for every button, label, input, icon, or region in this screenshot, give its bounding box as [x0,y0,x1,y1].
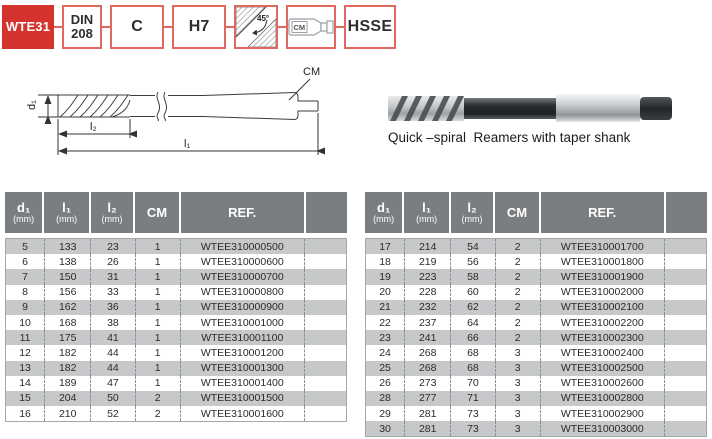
table-row [366,330,706,345]
value-cell: 1 [136,239,181,254]
product-caption: Quick –spiral Reamers with taper shank [388,130,631,145]
value-cell: 64 [451,315,495,330]
value-cell: 182 [45,361,91,376]
column-header-l2: l₂ (mm) [91,192,135,233]
material-badge [344,5,396,49]
table-header [365,192,707,233]
product-spec-strip [2,5,396,49]
value-cell: 3 [496,345,541,360]
value-cell: 19 [366,269,405,284]
value-cell: 7 [6,269,45,284]
ref-cell: WTEE310001300 [181,361,305,376]
value-cell: 13 [6,361,45,376]
value-cell [305,239,346,254]
table-row [366,391,706,406]
value-cell: 6 [6,254,45,269]
value-cell: 2 [136,391,181,406]
value-cell: 23 [91,239,135,254]
value-cell: 21 [366,300,405,315]
value-cell: 66 [451,330,495,345]
value-cell: 36 [91,300,135,315]
ref-cell: WTEE310002800 [541,391,665,406]
value-cell: 68 [451,345,495,360]
ref-cell: WTEE310000700 [181,269,305,284]
ref-cell: WTEE310000600 [181,254,305,269]
value-cell: 133 [45,239,91,254]
value-cell: 33 [91,285,135,300]
ref-cell: WTEE310002000 [541,285,665,300]
table-row [366,239,706,254]
value-cell: 56 [451,254,495,269]
size-table-left [5,192,347,422]
value-cell: 241 [405,330,451,345]
column-header-l2: l₂ (mm) [451,192,495,233]
d1-label: d₁ [26,100,38,110]
value-cell [665,254,706,269]
badge-connector [54,26,62,28]
value-cell: 26 [91,254,135,269]
value-cell [665,315,706,330]
value-cell: 182 [45,345,91,360]
value-cell: 30 [366,421,405,436]
value-cell [305,300,346,315]
value-cell [665,361,706,376]
value-cell [305,361,346,376]
value-cell: 228 [405,285,451,300]
value-cell: 12 [6,345,45,360]
table-row [366,361,706,376]
value-cell: 1 [136,361,181,376]
value-cell: 268 [405,345,451,360]
value-cell: 50 [91,391,135,406]
angle-value: 45° [257,14,270,23]
value-cell: 58 [451,269,495,284]
value-cell: 277 [405,391,451,406]
value-cell: 175 [45,330,91,345]
ref-cell: WTEE310001800 [541,254,665,269]
value-cell: 210 [45,406,91,421]
table-row [6,345,346,360]
value-cell [665,285,706,300]
din-standard-badge [62,5,102,49]
table-row [6,269,346,284]
value-cell: 219 [405,254,451,269]
din-label: DIN [70,12,94,28]
value-cell [305,376,346,391]
form-badge [110,5,164,49]
table-row [6,361,346,376]
table-row [366,406,706,421]
ref-cell: WTEE310002400 [541,345,665,360]
ref-cell: WTEE310001600 [181,406,305,421]
value-cell: 18 [366,254,405,269]
value-cell: 237 [405,315,451,330]
cm-callout-label: CM [303,66,321,78]
value-cell: 10 [6,315,45,330]
ref-cell: WTEE310000800 [181,285,305,300]
value-cell: 5 [6,239,45,254]
table-row [6,330,346,345]
ref-cell: WTEE310000500 [181,239,305,254]
ref-cell: WTEE310002200 [541,315,665,330]
value-cell: 68 [451,361,495,376]
value-cell: 189 [45,376,91,391]
table-body [5,238,347,422]
ref-cell: WTEE310001000 [181,315,305,330]
table-row [366,269,706,284]
tolerance-badge [172,5,226,49]
value-cell: 156 [45,285,91,300]
value-cell: 38 [91,315,135,330]
morse-taper-icon [288,8,334,46]
table-row [6,315,346,330]
value-cell: 22 [366,315,405,330]
value-cell [305,285,346,300]
table-row [6,254,346,269]
l1-label: l₁ [184,138,191,150]
value-cell: 44 [91,361,135,376]
material-label: HSSE [347,17,393,35]
value-cell: 1 [136,269,181,284]
ref-cell: WTEE310000900 [181,300,305,315]
value-cell [305,391,346,406]
badge-connector [164,26,172,28]
value-cell: 16 [6,406,45,421]
table-row [366,285,706,300]
value-cell: 204 [45,391,91,406]
table-row [366,345,706,360]
ref-cell: WTEE310001400 [181,376,305,391]
column-header-ref: REF. [181,192,306,233]
column-header-blank [666,192,707,233]
value-cell [665,391,706,406]
value-cell [665,300,706,315]
ref-cell: WTEE310002100 [541,300,665,315]
value-cell: 54 [451,239,495,254]
value-cell: 150 [45,269,91,284]
value-cell [305,254,346,269]
ref-cell: WTEE310001100 [181,330,305,345]
value-cell: 17 [366,239,405,254]
table-row [366,315,706,330]
value-cell: 26 [366,376,405,391]
value-cell [305,345,346,360]
chamfer-45-icon [236,7,276,47]
value-cell [665,406,706,421]
value-cell: 70 [451,376,495,391]
value-cell [665,269,706,284]
value-cell: 232 [405,300,451,315]
value-cell [305,406,346,421]
value-cell: 28 [366,391,405,406]
l2-label: l₂ [90,121,97,133]
table-row [366,300,706,315]
table-row [6,300,346,315]
value-cell: 20 [366,285,405,300]
value-cell: 2 [496,285,541,300]
table-row [6,391,346,406]
value-cell: 11 [6,330,45,345]
column-header-cm: CM [495,192,540,233]
size-table-right [365,192,707,437]
value-cell: 62 [451,300,495,315]
value-cell: 47 [91,376,135,391]
value-cell: 2 [496,315,541,330]
value-cell: 168 [45,315,91,330]
ref-cell: WTEE310003000 [541,421,665,436]
d1-dimension [38,95,60,117]
value-cell [665,239,706,254]
shank-type-label: CM [293,23,306,32]
value-cell: 273 [405,376,451,391]
value-cell: 3 [496,376,541,391]
column-header-d1: d₁ (mm) [5,192,44,233]
ref-cell: WTEE310002600 [541,376,665,391]
ref-cell: WTEE310001200 [181,345,305,360]
value-cell: 2 [496,269,541,284]
table-body [365,238,707,437]
angle-badge [234,5,278,49]
value-cell: 3 [496,421,541,436]
table-row [366,254,706,269]
table-row [366,376,706,391]
value-cell: 2 [136,406,181,421]
value-cell: 15 [6,391,45,406]
value-cell: 268 [405,361,451,376]
column-header-d1: d₁ (mm) [365,192,404,233]
value-cell: 3 [496,361,541,376]
value-cell: 1 [136,254,181,269]
technical-drawing [8,60,348,177]
value-cell [305,315,346,330]
value-cell: 52 [91,406,135,421]
value-cell: 2 [496,254,541,269]
column-header-l1: l₁ (mm) [44,192,91,233]
value-cell: 23 [366,330,405,345]
badge-connector [278,26,286,28]
value-cell: 1 [136,285,181,300]
tolerance-label: H7 [188,17,210,35]
value-cell: 14 [6,376,45,391]
column-header-ref: REF. [541,192,666,233]
table-header [5,192,347,233]
value-cell: 24 [366,345,405,360]
table-row [366,421,706,436]
value-cell: 60 [451,285,495,300]
reamer-photo-image [386,88,681,128]
value-cell: 162 [45,300,91,315]
value-cell: 2 [496,300,541,315]
value-cell: 223 [405,269,451,284]
ref-cell: WTEE310002300 [541,330,665,345]
value-cell [665,376,706,391]
value-cell [305,269,346,284]
value-cell: 1 [136,300,181,315]
value-cell: 281 [405,421,451,436]
din-number: 208 [71,26,93,41]
column-header-blank [306,192,347,233]
value-cell: 73 [451,421,495,436]
value-cell: 1 [136,376,181,391]
reamer-outline [58,92,318,121]
column-header-l1: l₁ (mm) [404,192,451,233]
value-cell: 29 [366,406,405,421]
value-cell: 31 [91,269,135,284]
product-code: WTE31 [5,19,51,35]
value-cell: 25 [366,361,405,376]
table-row [6,406,346,421]
value-cell [665,421,706,436]
form-label: C [131,17,143,35]
product-code-badge [2,5,54,49]
value-cell: 3 [496,391,541,406]
ref-cell: WTEE310001900 [541,269,665,284]
badge-connector [336,26,344,28]
value-cell: 73 [451,406,495,421]
table-row [6,285,346,300]
value-cell: 214 [405,239,451,254]
ref-cell: WTEE310001500 [181,391,305,406]
value-cell [305,330,346,345]
value-cell: 2 [496,330,541,345]
value-cell: 2 [496,239,541,254]
value-cell: 281 [405,406,451,421]
ref-cell: WTEE310002500 [541,361,665,376]
value-cell [665,345,706,360]
value-cell: 71 [451,391,495,406]
value-cell: 3 [496,406,541,421]
ref-cell: WTEE310001700 [541,239,665,254]
value-cell: 44 [91,345,135,360]
badge-connector [102,26,110,28]
column-header-cm: CM [135,192,180,233]
value-cell: 1 [136,330,181,345]
value-cell [665,330,706,345]
value-cell: 9 [6,300,45,315]
table-row [6,376,346,391]
value-cell: 8 [6,285,45,300]
product-photo [386,88,681,133]
badge-connector [226,26,234,28]
value-cell: 138 [45,254,91,269]
table-row [6,239,346,254]
value-cell: 41 [91,330,135,345]
ref-cell: WTEE310002900 [541,406,665,421]
value-cell: 1 [136,315,181,330]
value-cell: 1 [136,345,181,360]
taper-shank-badge [286,5,336,49]
